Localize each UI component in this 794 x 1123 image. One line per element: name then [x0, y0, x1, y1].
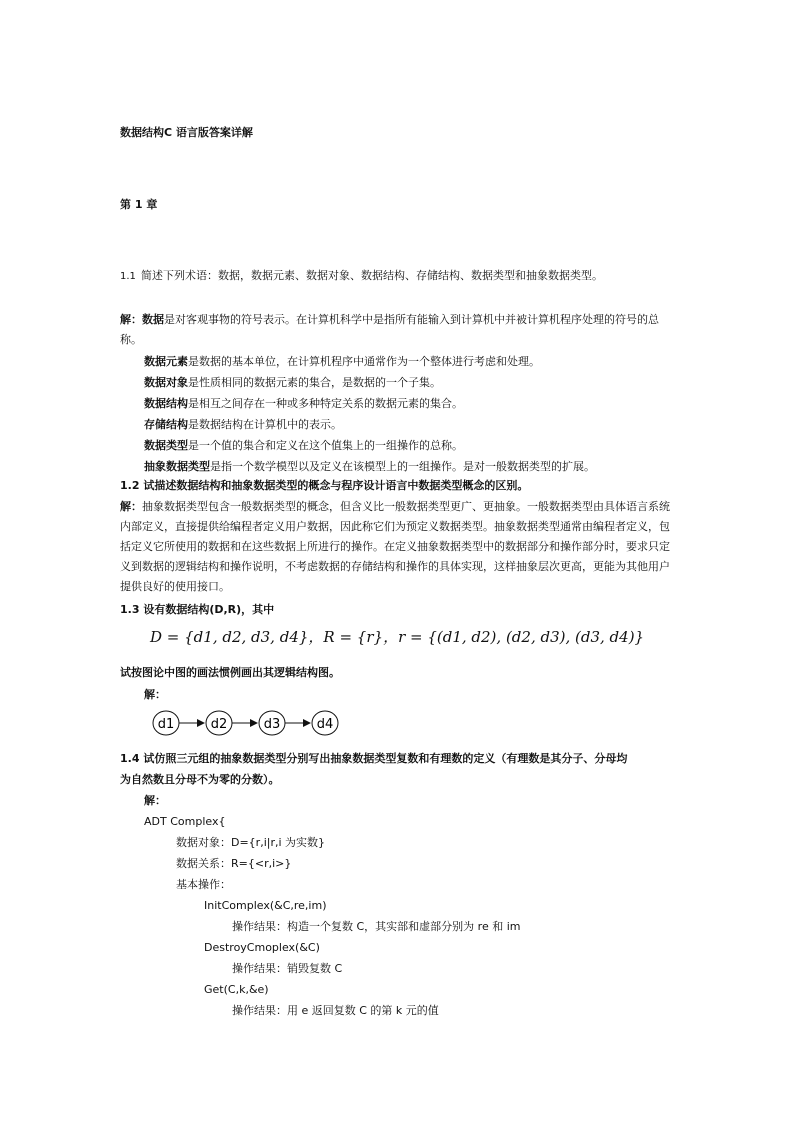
chapter-heading: 第 1 章: [120, 198, 158, 211]
answer-1-1-intro: [120, 310, 680, 350]
term: 数据对象: [144, 376, 188, 389]
term: 数据元素: [144, 355, 188, 368]
node-label: d2: [210, 717, 228, 732]
question-1-1: [120, 264, 603, 283]
code-line: 数据关系：R={<r,i>}: [176, 857, 292, 870]
doc-title: 数据结构C 语言版答案详解: [120, 126, 253, 139]
term: 抽象数据类型: [144, 460, 210, 473]
question-1-4-line2: 为自然数且分母不为零的分数）。: [120, 773, 280, 786]
node-label: d4: [316, 717, 334, 732]
logic-structure-diagram: [148, 708, 348, 738]
question-number: 1.2: [120, 479, 140, 492]
node-label: d1: [157, 717, 175, 732]
term-data: 数据: [142, 313, 164, 326]
code-line: Get(C,k,&e): [204, 983, 269, 996]
answer-text: 抽象数据类型包含一般数据类型的概念，但含义比一般数据类型更广、更抽象。一般数据类型由具体语言系统内部定义，直接提供给编程者定义用户数据，因此称它们为预定义数据类型。抽象数据类型通常由编程者定义，包括定义它所使用的数据和在这些数据上所进行的操作。在定义抽象数据类型中的数据部分和操作部分时，要求只定义到数据的逻辑结构和操作说明，不考虑数据的存储结构和操作的具体实现，这样抽象层次更高，更能为其他用户提供良好的使用接口。: [120, 500, 670, 593]
code-line: ADT Complex{: [144, 815, 226, 828]
question-text: 简述下列术语：数据，数据元素、数据对象、数据结构、存储结构、数据类型和抽象数据类型。: [141, 269, 603, 282]
definition: 是数据的基本单位，在计算机程序中通常作为一个整体进行考虑和处理。: [188, 355, 540, 368]
term: 数据类型: [144, 439, 188, 452]
definition-item: [144, 457, 684, 477]
question-text: 设有数据结构(D,R)，其中: [143, 603, 275, 616]
code-line: 数据对象：D={r,i|r,i 为实数}: [176, 836, 326, 849]
code-line: 操作结果：销毁复数 C: [232, 962, 343, 975]
code-line: 操作结果：用 e 返回复数 C 的第 k 元的值: [232, 1004, 439, 1017]
definition: 是数据结构在计算机中的表示。: [188, 418, 342, 431]
code-line: DestroyCmoplex(&C): [204, 941, 320, 954]
node-label: d3: [263, 717, 281, 732]
definition: 是相互之间存在一种或多种特定关系的数据元素的集合。: [188, 397, 463, 410]
question-number: 1.4: [120, 752, 140, 765]
definition-item: [144, 373, 704, 393]
answer-1-2: [120, 497, 680, 597]
diagram-node: [153, 711, 179, 735]
question-1-3: [120, 601, 274, 617]
answer-prefix: 解：: [120, 313, 142, 326]
definition-item: [144, 436, 704, 456]
question-number: 1.1: [120, 271, 136, 282]
question-1-4: [120, 750, 627, 766]
question-1-3-follow: 试按图论中图的画法惯例画出其逻辑结构图。: [120, 666, 340, 679]
question-text: 试仿照三元组的抽象数据类型分别写出抽象数据类型复数和有理数的定义（有理数是其分子、分母均: [143, 752, 628, 765]
definition: 是性质相同的数据元素的集合，是数据的一个子集。: [188, 376, 441, 389]
term: 数据结构: [144, 397, 188, 410]
math-formula: D = {d1, d2, d3, d4}，R = {r}，r = {(d1, d2), (d2, d3), (d3, d4)}: [150, 628, 645, 646]
definition-item: [144, 415, 704, 435]
definition-item: [144, 394, 704, 414]
question-1-2: [120, 477, 528, 493]
diagram-node: [259, 711, 285, 735]
term: 存储结构: [144, 418, 188, 431]
diagram-node: [312, 711, 338, 735]
definition: 是指一个数学模型以及定义在该模型上的一组操作。是对一般数据类型的扩展。: [210, 460, 595, 473]
question-number: 1.3: [120, 603, 140, 616]
answer-prefix: 解：: [144, 688, 166, 701]
definition-item: [144, 352, 704, 372]
code-line: 基本操作：: [176, 878, 231, 891]
diagram-node: [206, 711, 232, 735]
code-line: InitComplex(&C,re,im): [204, 899, 327, 912]
question-text: 试描述数据结构和抽象数据类型的概念与程序设计语言中数据类型概念的区别。: [143, 479, 529, 492]
definition: 是一个值的集合和定义在这个值集上的一组操作的总称。: [188, 439, 463, 452]
definition-data: 是对客观事物的符号表示。在计算机科学中是指所有能输入到计算机中并被计算机程序处理的符号的总称。: [120, 313, 659, 346]
answer-prefix: 解：: [144, 794, 166, 807]
code-line: 操作结果：构造一个复数 C，其实部和虚部分别为 re 和 im: [232, 920, 521, 933]
answer-prefix: 解：: [120, 500, 142, 513]
